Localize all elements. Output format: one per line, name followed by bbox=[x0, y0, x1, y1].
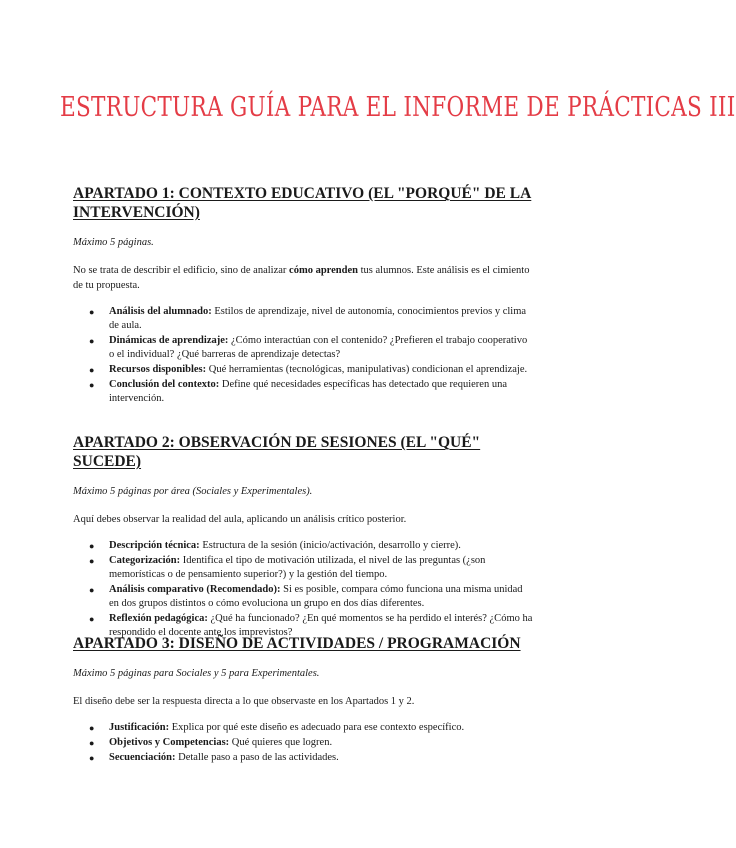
item-label: Conclusión del contexto: bbox=[109, 379, 220, 390]
item-label: Análisis comparativo (Recomendado): bbox=[109, 584, 281, 595]
bullet-icon: ● bbox=[89, 585, 95, 595]
bullet-icon: ● bbox=[89, 556, 95, 566]
bullet-icon: ● bbox=[89, 336, 95, 346]
section-intro: Aquí debes observar la realidad del aula, aplicando un análisis crítico posterior. bbox=[73, 514, 407, 525]
section-heading: APARTADO 2: OBSERVACIÓN DE SESIONES (EL "QUÉ" SUCEDE) bbox=[73, 434, 481, 470]
bullet-icon: ● bbox=[89, 753, 95, 763]
item-label: Objetivos y Competencias: bbox=[109, 737, 230, 748]
bullet-list bbox=[73, 305, 533, 406]
item-label: Reflexión pedagógica: bbox=[109, 613, 208, 624]
item-text: Qué herramientas (tecnológicas, manipulativas) condicionan el aprendizaje. bbox=[206, 364, 528, 375]
section-heading: APARTADO 1: CONTEXTO EDUCATIVO (EL "PORQUÉ" DE LA INTERVENCIÓN) bbox=[73, 185, 532, 221]
list-item bbox=[89, 305, 533, 333]
section-page-limit: Máximo 5 páginas para Sociales y 5 para Experimentales. bbox=[73, 668, 320, 679]
bullet-icon: ● bbox=[89, 380, 95, 390]
item-text: ¿Qué ha funcionado? ¿En qué momentos se ha perdido el interés? ¿Cómo ha respondido el docente ante los imprevistos? bbox=[109, 613, 533, 638]
item-text: ¿Cómo interactúan con el contenido? ¿Prefieren el trabajo cooperativo o el individual? ¿Qué barreras de aprendizaje detectas? bbox=[109, 335, 528, 360]
section-observacion-sesiones bbox=[73, 433, 533, 641]
intro-text: tus alumnos. Este análisis es el cimiento de tu propuesta. bbox=[73, 265, 530, 291]
item-label: Secuenciación: bbox=[109, 752, 176, 763]
intro-text: No se trata de describir el edificio, sino de analizar bbox=[73, 265, 290, 276]
item-label: Recursos disponibles: bbox=[109, 364, 207, 375]
list-item bbox=[89, 721, 521, 735]
list-item bbox=[89, 539, 533, 553]
item-text: Identifica el tipo de motivación utilizada, el nivel de las preguntas (¿son memorísticas o de pensamiento superior?) y la gestión del tiempo. bbox=[109, 555, 486, 580]
bullet-list bbox=[73, 721, 521, 765]
section-page-limit: Máximo 5 páginas. bbox=[73, 237, 154, 248]
item-text: Estilos de aprendizaje, nivel de autonomía, conocimientos previos y clima de aula. bbox=[109, 306, 527, 331]
list-item bbox=[89, 554, 533, 582]
item-text: Si es posible, compara cómo funciona una misma unidad en dos grupos distintos o cómo evoluciona un grupo en dos días diferentes. bbox=[109, 584, 523, 609]
item-label: Justificación: bbox=[109, 722, 170, 733]
item-label: Categorización: bbox=[109, 555, 181, 566]
item-text: Estructura de la sesión (inicio/activación, desarrollo y cierre). bbox=[199, 540, 461, 551]
bullet-icon: ● bbox=[89, 365, 95, 375]
item-label: Descripción técnica: bbox=[109, 540, 200, 551]
section-heading: APARTADO 3: DISEÑO DE ACTIVIDADES / PROGRAMACIÓN bbox=[73, 635, 521, 652]
list-item bbox=[89, 378, 533, 406]
item-text: Define qué necesidades específicas has detectado que requieren una intervención. bbox=[109, 379, 507, 404]
intro-emphasis: cómo aprenden bbox=[289, 265, 358, 276]
bullet-icon: ● bbox=[89, 738, 95, 748]
list-item bbox=[89, 736, 521, 750]
bullet-icon: ● bbox=[89, 541, 95, 551]
bullet-icon: ● bbox=[89, 614, 95, 624]
section-page-limit: Máximo 5 páginas por área (Sociales y Experimentales). bbox=[73, 486, 313, 497]
section-diseno-actividades bbox=[73, 634, 521, 766]
section-intro: El diseño debe ser la respuesta directa a lo que observaste en los Apartados 1 y 2. bbox=[73, 696, 415, 707]
item-text: Qué quieres que logren. bbox=[229, 737, 333, 748]
list-item bbox=[89, 751, 521, 765]
item-text: Explica por qué este diseño es adecuado para ese contexto específico. bbox=[169, 722, 465, 733]
bullet-list bbox=[73, 539, 533, 640]
bullet-icon: ● bbox=[89, 307, 95, 317]
item-text: Detalle paso a paso de las actividades. bbox=[175, 752, 339, 763]
section-contexto-educativo bbox=[73, 184, 533, 407]
item-label: Dinámicas de aprendizaje: bbox=[109, 335, 229, 346]
document-title: ESTRUCTURA GUÍA PARA EL INFORME DE PRÁCTICAS III bbox=[60, 92, 736, 123]
list-item bbox=[89, 583, 533, 611]
bullet-icon: ● bbox=[89, 723, 95, 733]
list-item bbox=[89, 334, 533, 362]
section-intro bbox=[73, 263, 533, 293]
list-item bbox=[89, 363, 533, 377]
item-label: Análisis del alumnado: bbox=[109, 306, 212, 317]
